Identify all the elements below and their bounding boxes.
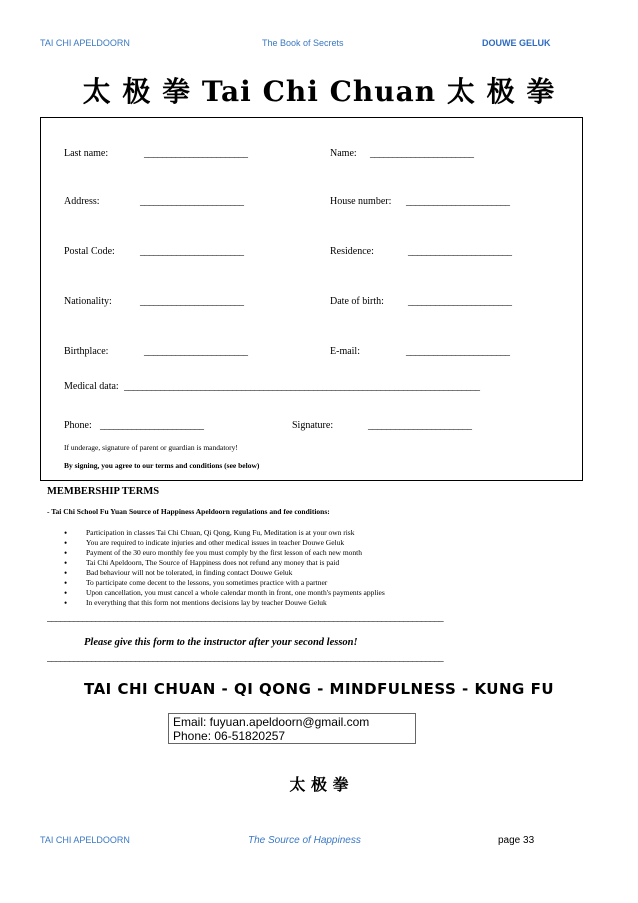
page-title: 太 极 拳 Tai Chi Chuan 太 极 拳 bbox=[82, 75, 556, 108]
date-of-birth-field[interactable]: _______________________ bbox=[408, 296, 512, 307]
terms-subheading: - Tai Chi School Fu Yuan Source of Happiness Apeldoorn regulations and fee conditions: bbox=[47, 507, 330, 516]
terms-list bbox=[64, 528, 564, 608]
email-field[interactable]: _______________________ bbox=[406, 346, 510, 357]
contact-email: Email: fuyuan.apeldoorn@gmail.com bbox=[173, 715, 370, 729]
terms-item: • Tai Chi Apeldoorn, The Source of Happiness does not refund any money that is paid bbox=[64, 558, 564, 568]
bottom-characters: 太 极 拳 bbox=[289, 775, 349, 794]
phone-label: Phone: bbox=[64, 420, 92, 431]
header-right: DOUWE GELUK bbox=[482, 38, 551, 48]
underage-note: If underage, signature of parent or guardian is mandatory! bbox=[64, 443, 238, 452]
last-name-field[interactable]: _______________________ bbox=[144, 148, 248, 159]
residence-field[interactable]: _______________________ bbox=[408, 246, 512, 257]
medical-data-field[interactable]: _______________________________________________________________________________ bbox=[124, 381, 480, 392]
address-label: Address: bbox=[64, 196, 100, 207]
signature-label: Signature: bbox=[292, 420, 334, 431]
header-left: TAI CHI APELDOORN bbox=[40, 38, 130, 48]
divider-line: __________________________________________________________________________________________ bbox=[47, 612, 444, 623]
footer-left: TAI CHI APELDOORN bbox=[40, 835, 130, 845]
name-label: Name: bbox=[330, 148, 357, 159]
terms-item: • You are required to indicate injuries and other medical issues in teacher Douwe Geluk bbox=[64, 538, 564, 548]
contact-box bbox=[168, 713, 416, 744]
terms-item: • Payment of the 30 euro monthly fee you must comply by the first lesson of each new month bbox=[64, 548, 564, 558]
agree-note: By signing, you agree to our terms and conditions (see below) bbox=[64, 461, 260, 470]
terms-item: • To participate come decent to the lessons, you sometimes practice with a partner bbox=[64, 578, 564, 588]
email-label: E-mail: bbox=[330, 346, 360, 357]
postal-code-label: Postal Code: bbox=[64, 246, 115, 257]
house-number-label: House number: bbox=[330, 196, 392, 207]
divider-line: __________________________________________________________________________________________ bbox=[47, 652, 444, 663]
terms-item: • Upon cancellation, you must cancel a whole calendar month in front, one month's payments applies bbox=[64, 588, 564, 598]
header-center: The Book of Secrets bbox=[262, 38, 344, 48]
terms-heading: MEMBERSHIP TERMS bbox=[47, 486, 160, 497]
name-field[interactable]: _______________________ bbox=[370, 148, 474, 159]
disciplines-banner: TAI CHI CHUAN - QI QONG - MINDFULNESS - KUNG FU bbox=[84, 680, 555, 698]
residence-label: Residence: bbox=[330, 246, 374, 257]
instructor-note: Please give this form to the instructor after your second lesson! bbox=[84, 637, 358, 648]
nationality-field[interactable]: _______________________ bbox=[140, 296, 244, 307]
footer-center: The Source of Happiness bbox=[248, 835, 361, 846]
nationality-label: Nationality: bbox=[64, 296, 112, 307]
last-name-label: Last name: bbox=[64, 148, 109, 159]
contact-phone: Phone: 06-51820257 bbox=[173, 729, 286, 743]
page-number: page 33 bbox=[498, 835, 535, 846]
address-field[interactable]: _______________________ bbox=[140, 196, 244, 207]
birthplace-label: Birthplace: bbox=[64, 346, 109, 357]
house-number-field[interactable]: _______________________ bbox=[406, 196, 510, 207]
terms-item: • In everything that this form not mentions decisions lay by teacher Douwe Geluk bbox=[64, 598, 564, 608]
signature-field[interactable]: _______________________ bbox=[368, 420, 472, 431]
medical-data-label: Medical data: bbox=[64, 381, 119, 392]
terms-item: • Bad behaviour will not be tolerated, in finding contact Douwe Geluk bbox=[64, 568, 564, 578]
phone-field[interactable]: _______________________ bbox=[100, 420, 204, 431]
birthplace-field[interactable]: _______________________ bbox=[144, 346, 248, 357]
postal-code-field[interactable]: _______________________ bbox=[140, 246, 244, 257]
date-of-birth-label: Date of birth: bbox=[330, 296, 384, 307]
terms-item: • Participation in classes Tai Chi Chuan, Qi Qong, Kung Fu, Meditation is at your own risk bbox=[64, 528, 564, 538]
